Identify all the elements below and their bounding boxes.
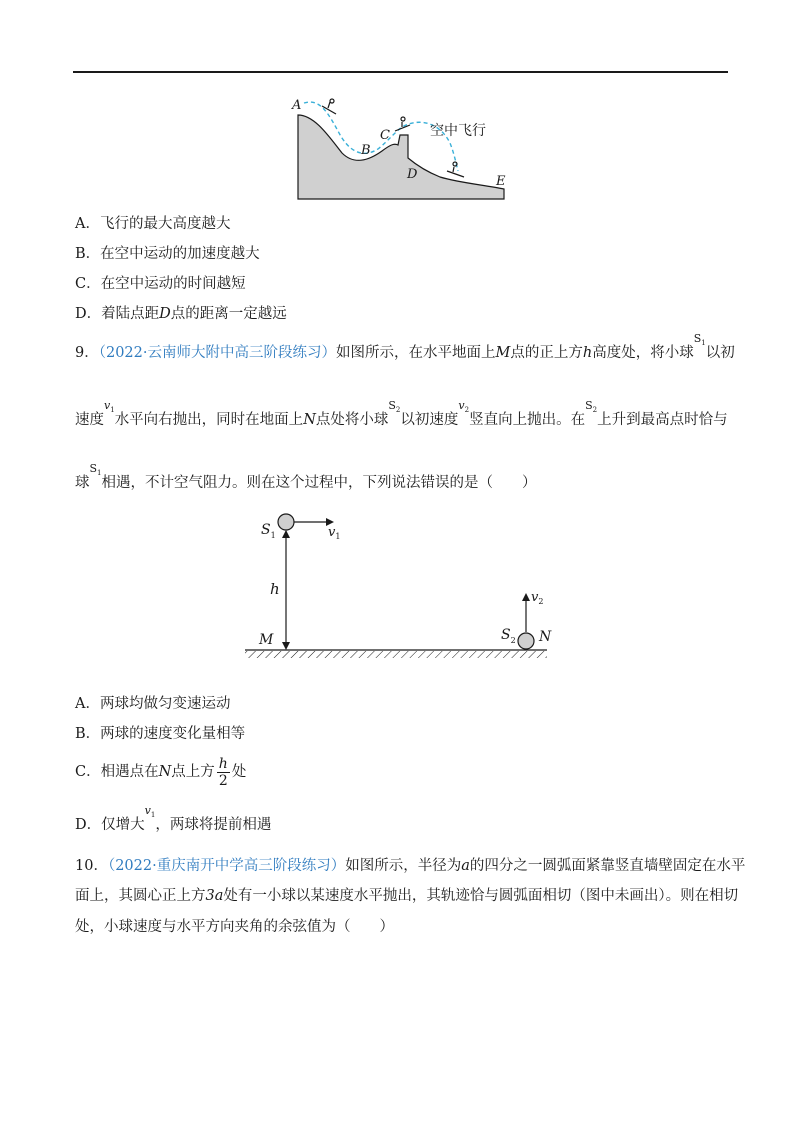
question-number: 10． (75, 858, 108, 874)
q8-option-c (75, 274, 246, 294)
option-text: ，两球将提前相遇 (155, 817, 272, 833)
q9-option-c (75, 754, 246, 790)
var-h: h (582, 345, 593, 361)
option-text: 着陆点距 (101, 306, 160, 322)
label-s1: $S_1$ (261, 522, 276, 540)
q9-stem-line2 (75, 399, 728, 430)
q9-option-d (75, 804, 272, 835)
stem-text: 如图所示，在水平地面上 (336, 345, 496, 361)
stem-text: 如图所示，半径为 (345, 858, 462, 874)
stem-text: 点处将小球 (315, 412, 389, 428)
option-letter: A． (75, 216, 100, 232)
label-m: M (259, 632, 274, 648)
stem-text: 面上，其圆心正上方 (75, 888, 206, 904)
q9-stem-line3 (75, 462, 537, 493)
option-text: 飞行的最大高度越大 (99, 216, 231, 232)
label-a: A (292, 98, 302, 113)
option-text: 仅增大 (101, 817, 145, 833)
label-s2: $S_2$ (501, 627, 516, 645)
var-a: a (461, 858, 470, 874)
stem-text: 高度处，将小球 (592, 345, 694, 361)
var-n: N (303, 412, 316, 428)
arrowhead-v2 (522, 593, 530, 601)
label-e: E (496, 174, 506, 189)
stem-text: 以初速度 (400, 412, 459, 428)
ground-hatch (245, 651, 547, 658)
skier-icon-a (322, 99, 336, 114)
stem-text: 上升到最高点时恰与 (597, 412, 728, 428)
var-m: M (495, 345, 511, 361)
symbol-v1: $v_1$ (144, 804, 156, 820)
symbol-v2: $v_2$ (458, 399, 470, 415)
q10-stem-line3 (75, 917, 394, 937)
label-c: C (380, 128, 390, 143)
flight-annotation: 空中飞行 (430, 123, 486, 139)
q8-option-d (75, 304, 287, 324)
symbol-s2: $S_2$ (388, 399, 401, 415)
label-n: N (539, 629, 552, 645)
symbol-s2b: $S_2$ (585, 399, 598, 415)
skier-icon-d (447, 162, 464, 177)
projectile-figure (240, 505, 560, 665)
fraction-h-over-2: $\frac{h}{2}$ (218, 755, 228, 789)
var-n: N (158, 764, 172, 780)
label-v1: $v_1$ (328, 525, 341, 541)
q9-option-a (75, 694, 230, 714)
option-letter: B． (75, 246, 101, 262)
stem-text: 水平向右抛出，同时在地面上 (114, 412, 304, 428)
question-source: （2022·云南师大附中高三阶段练习） (98, 345, 336, 361)
option-text: 两球均做匀变速运动 (99, 696, 231, 712)
option-text: 点的距离一定越远 (170, 306, 287, 322)
arrowhead-h-top (282, 530, 290, 538)
stem-text: 相遇，不计空气阻力。则在这个过程中，下列说法错误的是（ ） (101, 475, 537, 491)
q8-option-b (75, 244, 260, 264)
stem-text: 速度 (75, 412, 104, 428)
header-rule (73, 71, 728, 73)
option-text: 在空中运动的加速度越大 (100, 246, 260, 262)
option-text: 两球的速度变化量相等 (100, 726, 246, 742)
symbol-v1: $v_1$ (104, 399, 115, 415)
ski-slope-figure (290, 93, 515, 203)
stem-text: 竖直向上抛出。在 (469, 412, 586, 428)
option-letter: A． (75, 696, 100, 712)
option-text: 在空中运动的时间越短 (100, 276, 246, 292)
symbol-s1b: $S_1$ (89, 462, 102, 478)
option-letter: C． (75, 764, 101, 780)
q9-stem-line1 (75, 332, 735, 363)
label-h: h (270, 580, 280, 598)
option-text: 点上方 (171, 764, 215, 780)
stem-text: 球 (75, 475, 90, 491)
stem-text: 的四分之一圆弧面紧靠竖直墙壁固定在水平 (469, 858, 746, 874)
stem-text: 处，小球速度与水平方向夹角的余弦值为（ ） (75, 919, 394, 935)
skier-icon-c (395, 117, 410, 131)
q10-stem-line1 (75, 856, 745, 876)
question-source: （2022·重庆南开中学高三阶段练习） (107, 858, 346, 874)
stem-text: 以初 (705, 345, 735, 361)
option-letter: D． (75, 306, 102, 322)
q8-option-a (75, 214, 230, 234)
question-number: 9． (75, 345, 99, 361)
label-d: D (407, 167, 418, 182)
symbol-s1: $S_1$ (693, 332, 706, 348)
arrowhead-h-bottom (282, 642, 290, 650)
option-letter: C． (75, 276, 101, 292)
option-letter: B． (75, 726, 101, 742)
stem-text: 处有一小球以某速度水平抛出，其轨迹恰与圆弧面相切（图中未画出）。则在相切 (223, 888, 739, 904)
ball-s2 (518, 633, 534, 649)
stem-text: 点的正上方 (510, 345, 583, 361)
ball-s1 (278, 514, 294, 530)
var-3a: 3a (205, 888, 224, 904)
var-d: D (159, 306, 171, 322)
option-text: 处 (231, 764, 247, 780)
label-b: B (361, 143, 371, 158)
label-v2: $v_2$ (531, 590, 544, 606)
q9-option-b (75, 724, 245, 744)
q10-stem-line2 (75, 886, 738, 906)
option-text: 相遇点在 (100, 764, 159, 780)
option-letter: D． (75, 817, 102, 833)
